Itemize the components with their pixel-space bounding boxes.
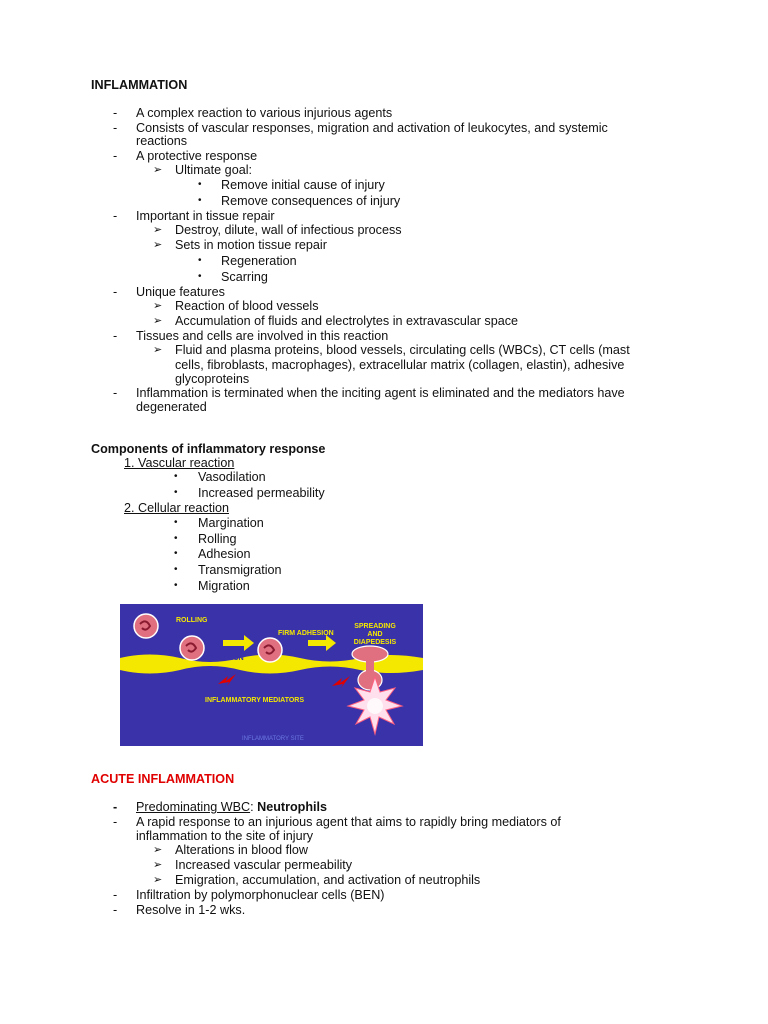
arrow-bullet-icon: ➢: [153, 874, 163, 886]
dash-bullet: -: [113, 106, 118, 120]
arrow-bullet-icon: ➢: [153, 239, 163, 251]
dot-bullet: •: [174, 517, 178, 528]
label-firm-adhesion: FIRM ADHESION: [278, 630, 334, 637]
dot-bullet: •: [198, 271, 202, 282]
dash-bullet: -: [113, 149, 118, 163]
leukocyte-activation: [180, 636, 204, 660]
arrow-bullet-icon: ➢: [153, 224, 163, 236]
document-page: INFLAMMATION - A complex reaction to various injurious agents - Consists of vascular responses, migration and activation of leukocytes, and systemic reactions - A protective response ➢ Ultimate goal: • Remove initial cause of injury • Remove consequences of injury - Important in tissue repair ➢ Destroy, dilute, wall of infectious process ➢ Sets in motion tissue repair • Regeneration • Scarring - Unique features ➢ Reaction of blood vessels ➢ Accumulation of fluids and electrolytes in extravascular space - Tissues and cells are involved in this reaction ➢ Fluid and plasma proteins, blood vessels, circulating cells (WBCs), CT cells (mast cells, fibroblasts, macrophages), extracellular matrix (collagen, elastin), adhesive glycoproteins - Inflammation is terminated when the inciting agent is eliminated and the mediators have degenerated Components of inflammatory response 1. Vascular reaction • Vasodilation • Increased permeability 2. Cellular reaction • Margination • Rolling • Adhesion • Transmigration • Migration ROLLING FIRM ADHESION SPREADING AND DIAPEDESIS ACTIVATION INFLAMMATORY MEDIATORS INFLAMMATORY SITE ACUTE INFLAMMATION - Predominating WBC: Neutrophils - A rapid response to an injurious agent that aims to rapidly bring mediators of inflammation to the site of injury ➢ Alterations in blood flow ➢ Increased vascular permeability ➢ Emigration, accumulation, and activation of neutrophils - Infiltration by polymorphonuclear cells (BEN) - Resolve in 1-2 wks.: [91, 78, 630, 917]
label-inflammatory-site: INFLAMMATORY SITE: [242, 736, 304, 742]
label-diapedesis: DIAPEDESIS: [353, 639, 397, 646]
dash-bullet: -: [113, 815, 118, 829]
dot-bullet: •: [174, 564, 178, 575]
section-title-acute: ACUTE INFLAMMATION: [91, 772, 235, 786]
label-activation: ACTIVATION: [202, 655, 244, 662]
label-and: AND: [367, 631, 383, 638]
dot-bullet: •: [174, 548, 178, 559]
dot-bullet: •: [174, 580, 178, 591]
dash-bullet: -: [113, 888, 118, 902]
dash-bullet: -: [113, 329, 118, 343]
dash-bullet: -: [113, 121, 118, 135]
dot-bullet: •: [174, 487, 178, 498]
dot-bullet: •: [198, 255, 202, 266]
section-title-components: Components of inflammatory response: [91, 442, 326, 456]
arrow-bullet-icon: ➢: [153, 164, 163, 176]
dash-bullet: -: [113, 800, 118, 814]
label-inflammatory-mediators: INFLAMMATORY MEDIATORS: [205, 697, 305, 704]
label-rolling: ROLLING: [176, 617, 208, 624]
section-title-inflammation: INFLAMMATION: [91, 78, 188, 92]
dot-bullet: •: [174, 533, 178, 544]
leukocyte-extravasation-diagram: [120, 604, 423, 746]
arrow-bullet-icon: ➢: [153, 844, 163, 856]
dash-bullet: -: [113, 285, 118, 299]
dash-bullet: -: [113, 386, 118, 400]
arrow-bullet-icon: ➢: [153, 859, 163, 871]
leukocyte-rolling: [134, 614, 158, 638]
dash-bullet: -: [113, 209, 118, 223]
label-spreading: SPREADING: [354, 623, 396, 630]
leukocyte-firm-adhesion: [258, 638, 282, 662]
arrow-bullet-icon: ➢: [153, 315, 163, 327]
dot-bullet: •: [174, 471, 178, 482]
dot-bullet: •: [198, 179, 202, 190]
dot-bullet: •: [198, 195, 202, 206]
arrow-bullet-icon: ➢: [153, 344, 163, 356]
dash-bullet: -: [113, 903, 118, 917]
arrow-bullet-icon: ➢: [153, 300, 163, 312]
